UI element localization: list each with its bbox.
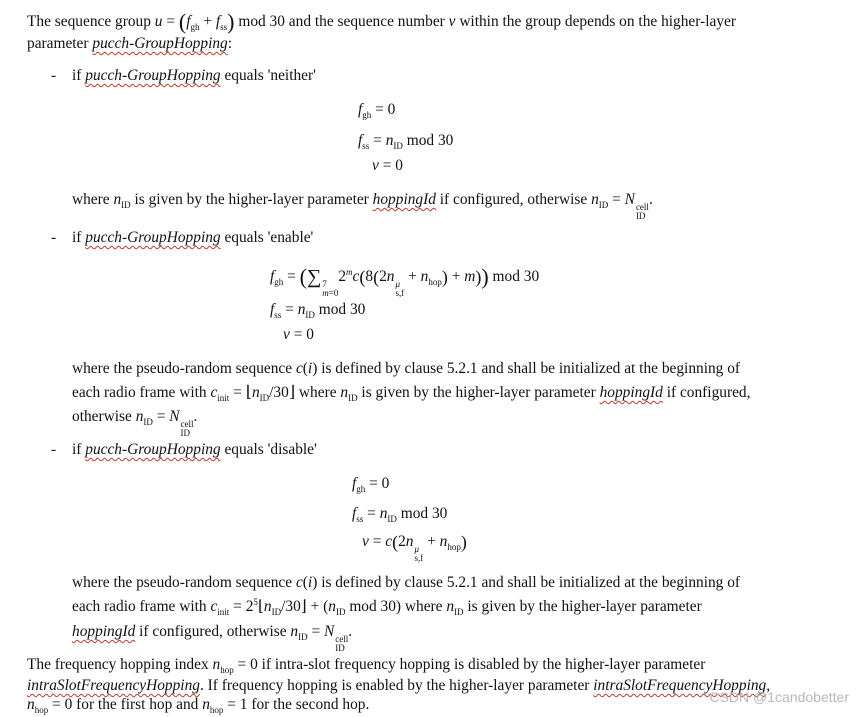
equation-v-disable: v = c(2n μ s,f + $n_{hop}$) — [362, 532, 467, 563]
where-text: if configured, otherwise — [135, 623, 291, 640]
intro-text: parameter — [27, 35, 93, 52]
closing-text: . If frequency hopping is enabled by the higher-layer parameter — [199, 677, 594, 694]
parameter-name: pucch-GroupHopping — [85, 229, 221, 246]
intro-text: : — [227, 35, 233, 52]
parameter-name: pucch-GroupHopping — [85, 441, 221, 458]
intro-text: within the group depends on the higher-layer — [455, 13, 736, 30]
intro-line-2 — [27, 34, 232, 54]
where-text: otherwise — [72, 408, 136, 425]
where-text: where the pseudo-random sequence — [72, 574, 296, 591]
parameter-name: hoppingId — [372, 191, 436, 208]
equation-fss: $f_{ss} = n_{ID}$ mod 30 — [352, 505, 448, 524]
case-disable-where-3: hoppingId if configured, otherwise $n_{ID} = N$ cell ID . — [72, 623, 353, 653]
case-disable-where-1: where the pseudo-random sequence c(i) is defined by clause 5.2.1 and shall be initialized at the beginning of — [72, 574, 741, 591]
bullet-dash: - — [51, 229, 57, 246]
closing-line-1: The frequency hopping index $n_{hop} = 0$ if intra-slot frequency hopping is disabled by the higher-layer parameter — [27, 656, 706, 675]
parameter-name: intraSlotFrequencyHopping — [27, 677, 200, 694]
where-text: is given by the higher-layer parameter — [463, 598, 702, 615]
where-text: where — [401, 598, 447, 615]
where-text: is defined by clause 5.2.1 and shall be initialized at the beginning of — [317, 574, 741, 591]
where-text: is given by the higher-layer parameter — [130, 191, 373, 208]
where-text: where the pseudo-random sequence — [72, 360, 296, 377]
case-text: if — [72, 229, 86, 246]
closing-text: for the first hop and — [72, 696, 203, 713]
case-enable-heading — [72, 228, 313, 248]
equation-fgh-sum: $f_{gh}$ = (∑ 7 m=0 2$^m$c(8(2n μ s,f + $n_{hop}) + m$)) mod 30 — [270, 264, 540, 298]
equation-v: v = 0 — [283, 326, 314, 343]
closing-text: for the second hop. — [247, 696, 370, 713]
case-enable-where-2: each radio frame with $c_{init}$ = $⌊n_{ID}/30⌋$ where $n_{ID}$ is given by the higher-layer parameter hoppingId if configured, — [72, 384, 751, 403]
case-enable-where-3: otherwise $n_{ID} = N$ cell ID . — [72, 408, 198, 438]
closing-line-2 — [27, 676, 770, 696]
case-disable-where-2: each radio frame with $c_{init}$ = $2^5⌊n_{ID}/30⌋ + (n_{ID}$ mod 30) where $n_{ID}$ is given by the higher-layer parameter — [72, 597, 702, 617]
equation-fss: $f_{ss} = n_{ID}$ mod 30 — [270, 301, 366, 320]
parameter-name: hoppingId — [599, 384, 663, 401]
where-text: where — [295, 384, 341, 401]
parameter-name: hoppingId — [72, 623, 136, 640]
watermark: CSDN @1candobetter — [709, 689, 849, 705]
intro-text: The sequence group — [27, 13, 155, 30]
case-text: equals 'neither' — [220, 67, 316, 84]
case-neither-heading — [72, 66, 316, 86]
case-text: equals 'disable' — [220, 441, 317, 458]
intro-text: mod 30 and the sequence number — [234, 13, 449, 30]
bullet-dash: - — [51, 67, 57, 84]
equation-fgh: $f_{gh} = 0$ — [358, 101, 396, 120]
parameter-name: pucch-GroupHopping — [85, 67, 221, 84]
case-enable-where-1: where the pseudo-random sequence c(i) is defined by clause 5.2.1 and shall be initialized at the beginning of — [72, 360, 741, 377]
equation-v: v = 0 — [372, 157, 403, 174]
where-text: where — [72, 191, 114, 208]
case-text: if — [72, 67, 86, 84]
case-disable-heading — [72, 440, 317, 460]
where-text: is defined by clause 5.2.1 and shall be initialized at the beginning of — [317, 360, 741, 377]
where-text: each radio frame with — [72, 384, 211, 401]
where-text: is given by the higher-layer parameter — [357, 384, 600, 401]
case-text: equals 'enable' — [220, 229, 314, 246]
closing-text: if intra-slot frequency hopping is disabled by the higher-layer parameter — [257, 656, 706, 673]
bullet-dash: - — [51, 441, 57, 458]
closing-text: The frequency hopping index — [27, 656, 213, 673]
where-text: each radio frame with — [72, 598, 211, 615]
equation-fgh: $f_{gh} = 0$ — [352, 475, 390, 494]
parameter-name: pucch-GroupHopping — [92, 35, 228, 52]
case-neither-where: where $n_{ID}$ is given by the higher-layer parameter hoppingId if configured, otherwise $n_{ID} = N$ cell ID . — [72, 191, 653, 221]
closing-line-3: $n_{hop} = 0$ for the first hop and $n_{hop} = 1$ for the second hop. — [27, 696, 370, 715]
case-text: if — [72, 441, 86, 458]
closing-text: , — [766, 677, 771, 694]
intro-line-1: The sequence group $u = (f_{gh} + f_{ss})$ mod 30 and the sequence number v within the group depends on the higher-layer — [27, 9, 736, 34]
parameter-name: intraSlotFrequencyHopping — [593, 677, 767, 694]
where-text: if configured, otherwise — [435, 191, 592, 208]
where-text: if configured, — [662, 384, 751, 401]
equation-fss: $f_{ss} = n_{ID}$ mod 30 — [358, 132, 454, 151]
